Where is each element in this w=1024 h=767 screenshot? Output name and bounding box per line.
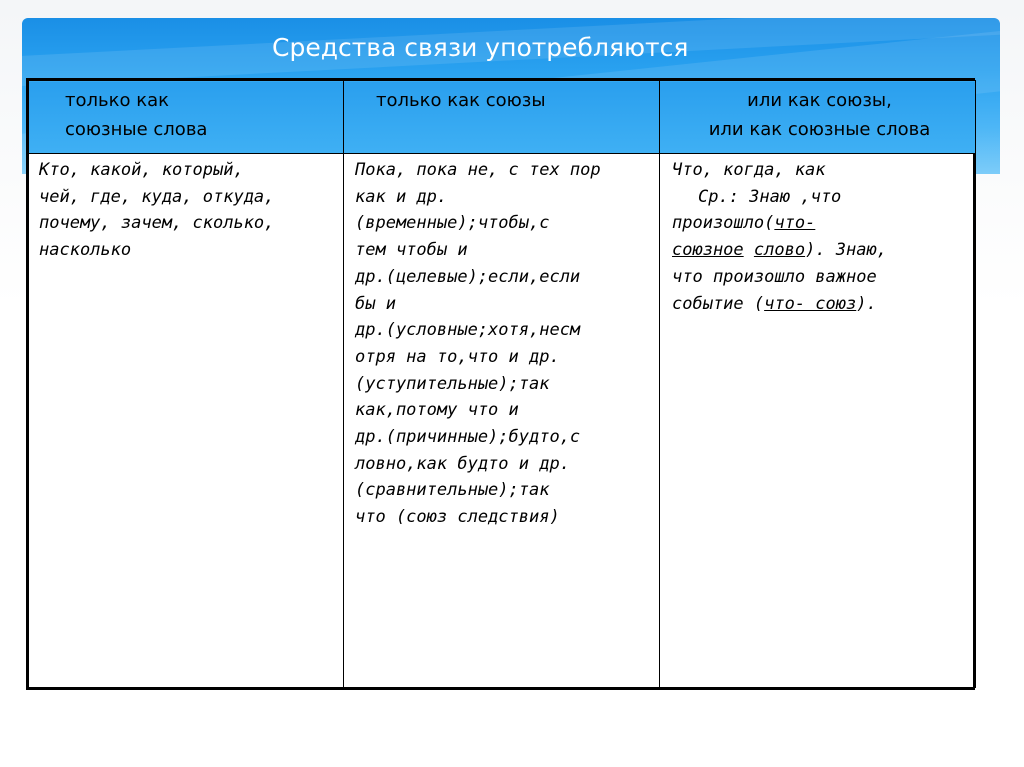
underlined-text: слово xyxy=(753,240,806,261)
cell-text: Пока, пока не, с тех пор как и др. (временные);чтобы,с тем чтобы и др.(целевые);если,если бы и др.(условные;хотя,несм отря на то,что и др. (уступительные);так как,потому что и др.(причинные);будто,с ловно,как будто и др. (сравнительные);так что (союз следствия) xyxy=(355,160,601,528)
conjunction-table xyxy=(26,78,975,690)
header-label: только как союзы xyxy=(376,90,546,111)
header-cell-conjunctions xyxy=(344,81,660,154)
example-text: Ср.: Знаю ,что произошло( xyxy=(672,186,842,234)
underlined-text: что- союзное xyxy=(672,213,816,261)
header-cell-conjunctive-words xyxy=(29,81,344,154)
cell-text: Кто, какой, который, чей, где, куда, откуда, почему, зачем, сколько, насколько xyxy=(39,160,275,261)
body-cell-conjunctions xyxy=(344,154,660,688)
header-label: только как союзные слова xyxy=(65,90,208,140)
cell-line: Что, когда, как xyxy=(672,160,826,180)
table-header-row xyxy=(29,81,976,154)
table-row xyxy=(29,154,976,688)
slide-title: Средства связи употребляются xyxy=(272,33,689,62)
body-cell-conjunctive-words xyxy=(29,154,344,688)
example-text: ). Знаю, что произошло важное событие ( xyxy=(672,240,887,314)
underlined-text: что- союз xyxy=(764,293,857,314)
header-cell-both xyxy=(660,81,976,154)
cell-text xyxy=(660,154,975,317)
body-cell-both xyxy=(660,154,976,688)
example-text: ). xyxy=(856,293,877,314)
header-label: или как союзы, или как союзные слова xyxy=(708,90,931,140)
